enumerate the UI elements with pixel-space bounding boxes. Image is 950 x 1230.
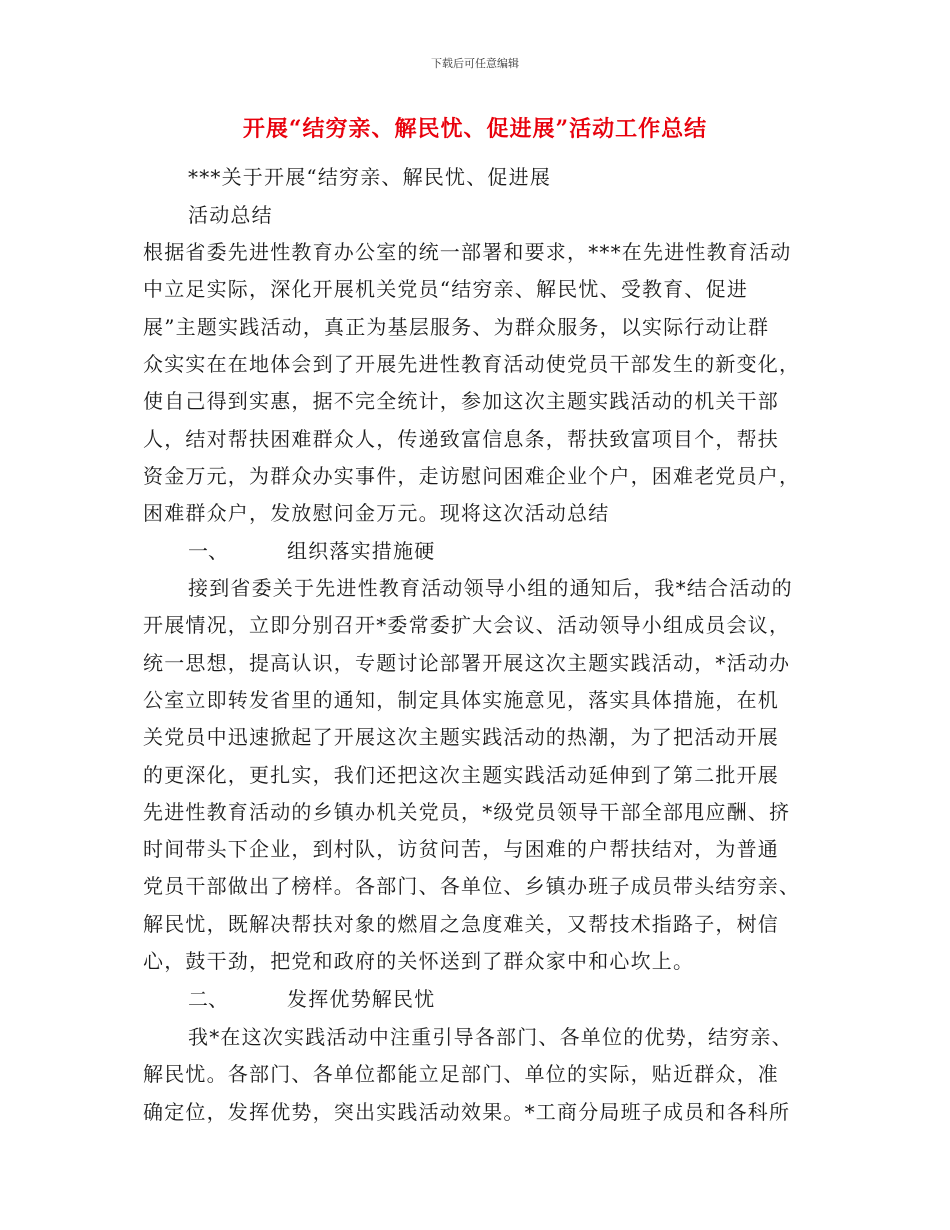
- paragraph-line: 中立足实际，深化开展机关党员“结穷亲、解民忧、受教育、促进: [143, 277, 749, 302]
- paragraph-line: 展”主题实践活动，真正为基层服务、为群众服务，以实际行动让群: [143, 314, 770, 339]
- page-header-note: 下载后可任意编辑: [431, 57, 519, 70]
- paragraph-line: 我*在这次实践活动中注重引导各部门、各单位的优势，结穷亲、: [188, 1025, 793, 1049]
- section-2-heading: 发挥优势解民忧: [287, 987, 436, 1011]
- paragraph-line: 公室立即转发省里的通知，制定具体实施意见，落实具体措施，在机: [143, 687, 779, 712]
- paragraph-line: 的更深化，更扎实，我们还把这次主题实践活动延伸到了第二批开展: [143, 762, 779, 787]
- paragraph-line: 人，结对帮扶困难群众人，传递致富信息条，帮扶致富项目个，帮扶: [143, 426, 779, 451]
- section-2-number: 二、: [188, 987, 228, 1011]
- paragraph-line: 心，鼓干劲，把党和政府的关怀送到了群众家中和心坎上。: [143, 949, 695, 973]
- paragraph-line: 解民忧，既解决帮扶对象的燃眉之急度难关，又帮技术指路子，树信: [143, 911, 779, 936]
- document-title: 开展“结穷亲、解民忧、促进展”活动工作总结: [242, 116, 708, 142]
- paragraph-line: 时间带头下企业，到村队，访贫问苦，与困难的户帮扶结对，为普通: [143, 837, 779, 862]
- paragraph-line: 确定位，发挥优势，突出实践活动效果。*工商分局班子成员和各科所: [143, 1099, 791, 1124]
- subtitle-line-1: ***关于开展“结穷亲、解民忧、促进展: [188, 165, 552, 189]
- paragraph-line: 党员干部做出了榜样。各部门、各单位、乡镇办班子成员带头结穷亲、: [143, 874, 801, 899]
- section-1-number: 一、: [188, 539, 228, 563]
- paragraph-line: 统一思想，提高认识，专题讨论部署开展这次主题实践活动，*活动办: [143, 650, 791, 675]
- subtitle-line-2: 活动总结: [188, 203, 273, 227]
- paragraph-line: 资金万元，为群众办实事件，走访慰问困难企业个户，困难老党员户，: [143, 463, 801, 488]
- paragraph-line: 先进性教育活动的乡镇办机关党员，*级党员领导干部全部甩应酬、挤: [143, 799, 791, 824]
- paragraph-line: 解民忧。各部门、各单位都能立足部门、单位的实际，贴近群众，准: [143, 1062, 779, 1087]
- paragraph-line: 开展情况，立即分别召开*委常委扩大会议、活动领导小组成员会议，: [143, 613, 791, 638]
- paragraph-line: 困难群众户，发放慰问金万元。现将这次活动总结: [143, 501, 610, 526]
- section-1-heading: 组织落实措施硬: [287, 539, 436, 563]
- paragraph-line: 根据省委先进性教育办公室的统一部署和要求，***在先进性教育活动: [143, 240, 792, 264]
- paragraph-line: 使自己得到实惠，据不完全统计，参加这次主题实践活动的机关干部: [143, 389, 779, 414]
- paragraph-line: 众实实在在地体会到了开展先进性教育活动使党员干部发生的新变化，: [143, 351, 801, 376]
- paragraph-line: 关党员中迅速掀起了开展这次主题实践活动的热潮，为了把活动开展: [143, 725, 779, 750]
- paragraph-line: 接到省委关于先进性教育活动领导小组的通知后，我*结合活动的: [188, 576, 793, 600]
